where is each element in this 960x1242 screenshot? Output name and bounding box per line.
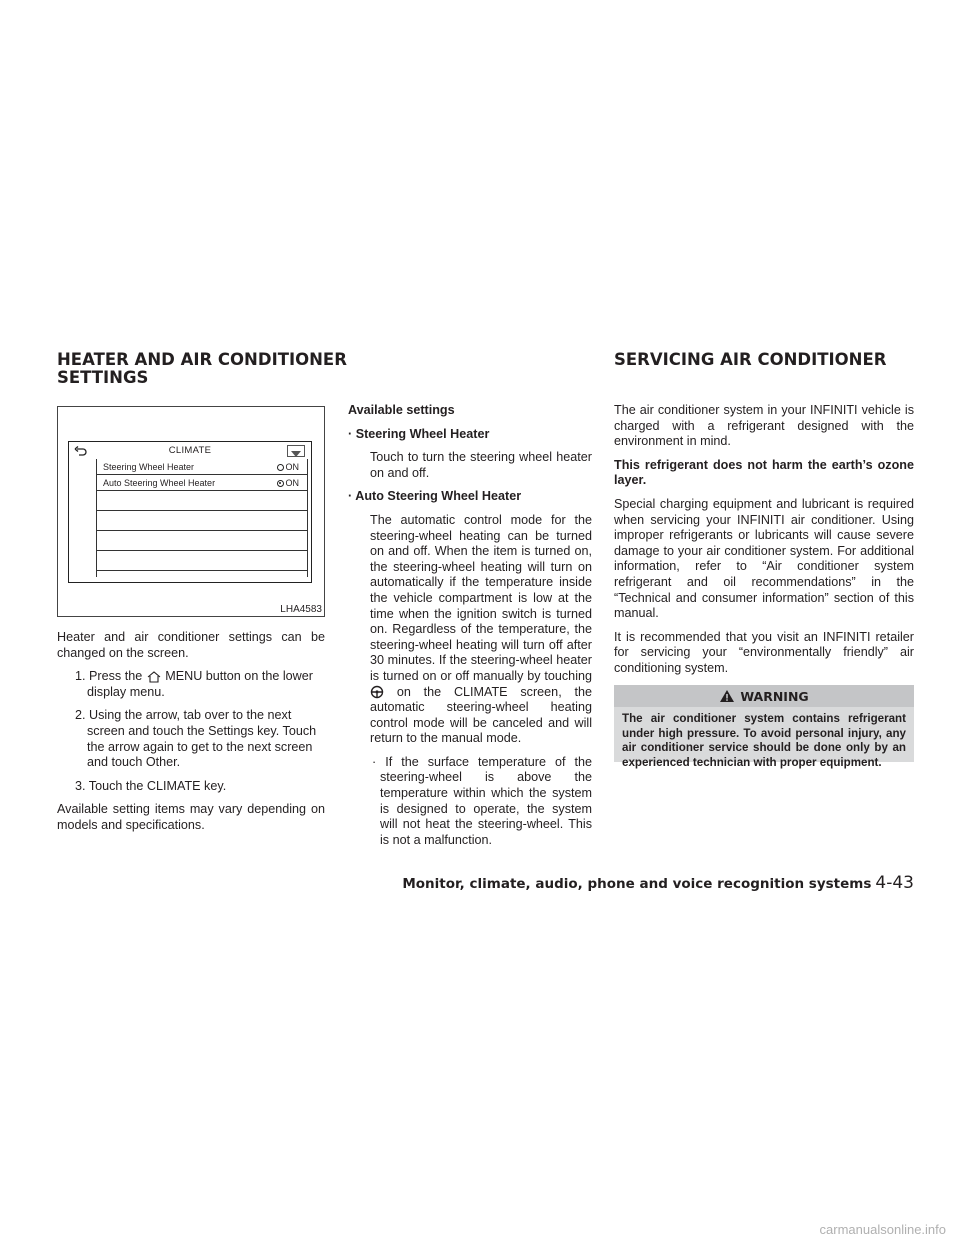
step-2: 2. Using the arrow, tab over to the next screen and touch the Settings key. Touch the arrow again to get to the next screen and touch Other. (75, 708, 317, 770)
warning-text: The air conditioner system contains refrigerant under high pressure. To avoid personal injury, any air conditioner service should be done only by an experienced technician with proper equipment. (622, 712, 906, 769)
setting-steering-wheel-heater: · Steering Wheel Heater (348, 426, 490, 441)
paragraph: It is recommended that you visit an INFINITI retailer for servicing your “environmentally friendly” air conditioning system. (614, 629, 914, 675)
paragraph: The air conditioner system in your INFINITI vehicle is charged with a refrigerant designed with the environment in mind. (614, 403, 914, 449)
warning-header (614, 685, 914, 707)
climate-icon (287, 445, 305, 457)
left-column (57, 630, 325, 842)
climate-screen-figure (57, 406, 325, 617)
note-paragraph: Available setting items may vary depending on models and specifications. (57, 802, 325, 832)
section-heading-servicing-ac: SERVICING AIR CONDITIONER (614, 350, 887, 369)
footer-section-title: Monitor, climate, audio, phone and voice recognition systems (402, 876, 872, 892)
sub-note: · If the surface temperature of the steering-wheel is above the temperature within which the system is designed to operate, the system will not heat the steering-wheel. This is not a malfunction. (372, 754, 592, 847)
row-state-label: ON (285, 462, 299, 472)
setting-auto-steering-wheel-heater: · Auto Steering Wheel Heater (348, 489, 522, 504)
setting-description: The automatic control mode for the steering-wheel heating can be turned on and off. When the item is turned on, the steering-wheel heating will turn on automatically if the temperature inside the vehicle compartment is low at the time when the ignition switch is turned on. Regardless of the temperature, the steering-wheel heating will turn off after 30 minutes. If the steering-wheel heater is turned on or off manually by touching on the CLIMATE screen, the automatic steering-wheel heating control mode will be canceled and will return to the manual mode. (370, 512, 593, 746)
warning-triangle-icon (719, 689, 735, 703)
setting-description: Touch to turn the steering wheel heater on and off. (370, 450, 592, 480)
radio-icon (277, 464, 284, 471)
climate-screen-illustration (68, 441, 312, 583)
list-item-auto-steering-wheel-heater (97, 475, 307, 491)
watermark: carmanualsonline.info (819, 1222, 946, 1237)
list-item-steering-wheel-heater (97, 459, 307, 475)
row-label: Auto Steering Wheel Heater (103, 478, 216, 488)
warning-box (614, 685, 914, 769)
screen-title: CLIMATE (168, 445, 212, 456)
row-label: Steering Wheel Heater (103, 462, 195, 472)
middle-column (348, 403, 592, 856)
list-item (97, 511, 307, 531)
figure-id: LHA4583 (280, 604, 322, 615)
step-3: 3. Touch the CLIMATE key. (75, 778, 227, 793)
list-item (97, 531, 307, 551)
settings-list (96, 459, 308, 577)
page-number: 4-43 (875, 873, 914, 893)
step-1: 1. Press the MENU button on the lower display menu. (75, 669, 313, 699)
available-settings-heading: Available settings (348, 403, 455, 417)
intro-paragraph: Heater and air conditioner settings can be changed on the screen. (57, 630, 325, 660)
section-heading-heater-settings: HEATER AND AIR CONDITIONER SETTINGS (57, 350, 347, 387)
home-icon (146, 670, 162, 684)
paragraph: Special charging equipment and lubricant is required when servicing your INFINITI air conditioner. Using improper refrigerants or lubricants will cause severe damage to your air conditioner system. For additional information, refer to “Air conditioner system refrigerant and oil recommendations” in the “Technical and consumer information” section of this manual. (614, 496, 914, 621)
paragraph-bold: This refrigerant does not harm the earth’s ozone layer. (614, 457, 914, 488)
right-column (614, 403, 914, 685)
page-footer (402, 873, 914, 893)
warning-title: WARNING (740, 688, 809, 704)
radio-icon (277, 480, 284, 487)
steps-list (57, 669, 325, 794)
list-item (97, 491, 307, 511)
row-state-label: ON (285, 478, 299, 488)
steering-wheel-icon (370, 685, 384, 699)
list-item (97, 551, 307, 571)
